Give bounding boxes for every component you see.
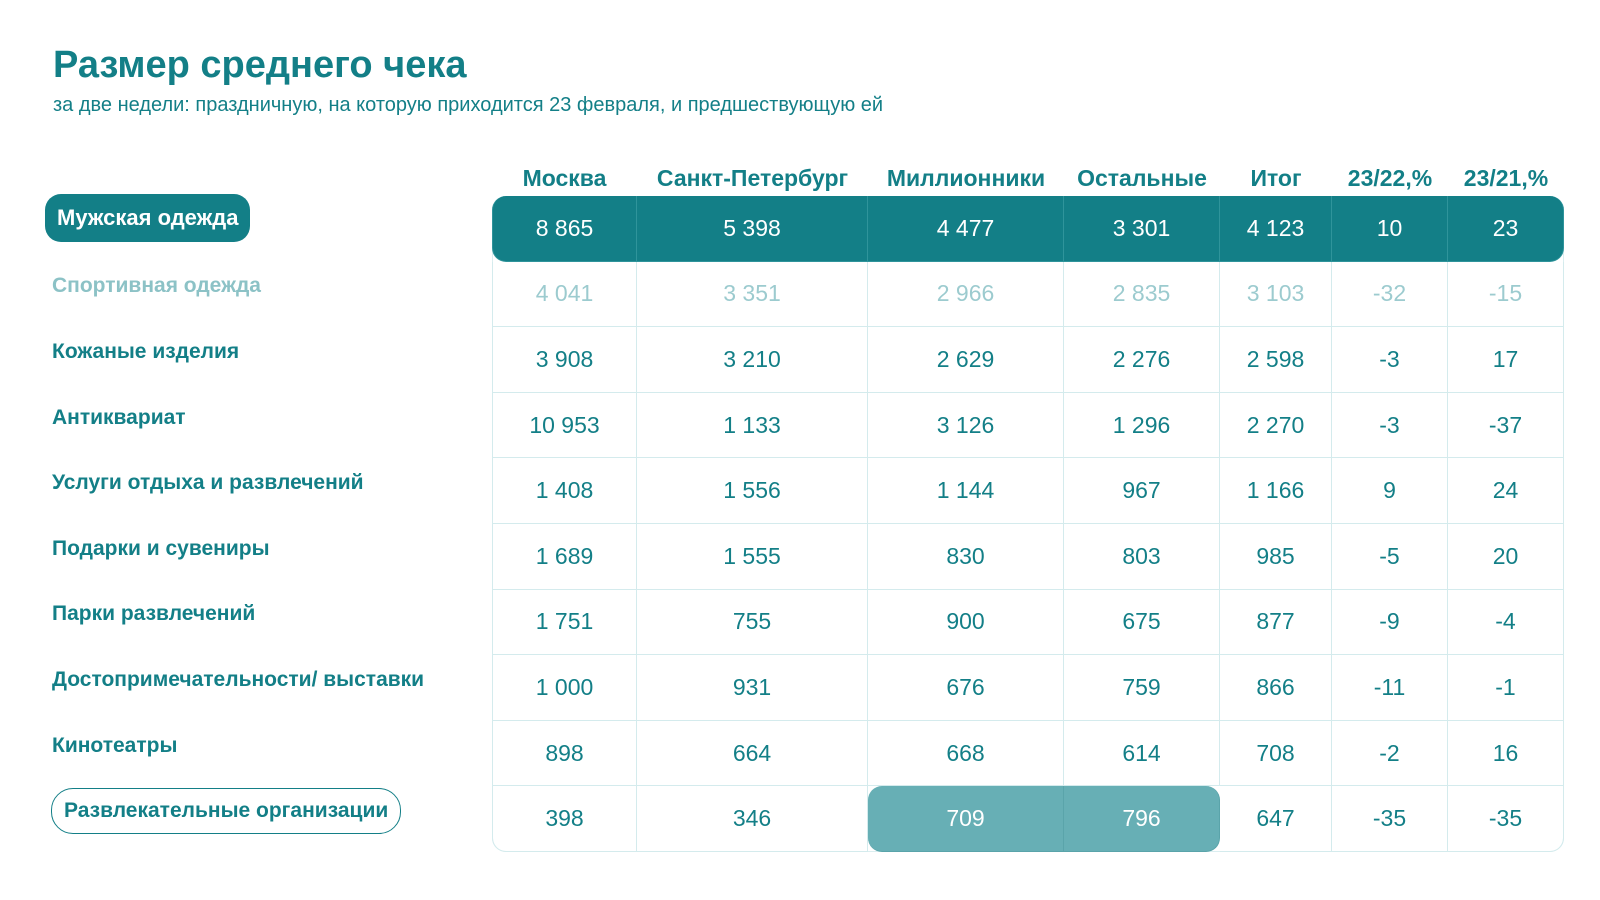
table-cell: 709 xyxy=(868,786,1064,852)
table-cell: 3 908 xyxy=(492,327,637,393)
table-cell: -2 xyxy=(1332,721,1448,787)
row-label: Кинотеатры xyxy=(52,733,178,757)
table-cell: 1 408 xyxy=(492,458,637,524)
table-cell: 675 xyxy=(1064,590,1220,656)
table-cell: 1 166 xyxy=(1220,458,1332,524)
table-cell: 1 689 xyxy=(492,524,637,590)
table-cell: 3 351 xyxy=(637,262,868,328)
row-label: Достопримечательности/ выставки xyxy=(52,668,425,691)
table-cell: 16 xyxy=(1448,721,1564,787)
table-cell: 830 xyxy=(868,524,1064,590)
table-cell: 3 103 xyxy=(1220,262,1332,328)
table-cell: 3 210 xyxy=(637,327,868,393)
table-cell: 755 xyxy=(637,590,868,656)
table-cell: 2 835 xyxy=(1064,262,1220,328)
table-cell: 3 126 xyxy=(868,393,1064,459)
table-cell: 2 276 xyxy=(1064,327,1220,393)
table-cell: 398 xyxy=(492,786,637,852)
table-cell: 985 xyxy=(1220,524,1332,590)
row-label: Подарки и сувениры xyxy=(52,536,270,560)
table-cell: 346 xyxy=(637,786,868,852)
row-label: Развлекательные организации xyxy=(51,788,401,834)
row-label: Парки развлечений xyxy=(52,602,256,626)
table-cell: 1 000 xyxy=(492,655,637,721)
table-cell: -3 xyxy=(1332,327,1448,393)
table-cell: 10 xyxy=(1332,196,1448,262)
column-header: Остальные xyxy=(1077,165,1207,191)
table-cell: 4 123 xyxy=(1220,196,1332,262)
table-cell: 866 xyxy=(1220,655,1332,721)
table-cell: -35 xyxy=(1332,786,1448,852)
column-header: Санкт-Петербург xyxy=(656,165,849,191)
table-cell: -3 xyxy=(1332,393,1448,459)
table-cell: 4 477 xyxy=(868,196,1064,262)
page-title: Размер среднего чека xyxy=(53,44,467,86)
column-header: Итог xyxy=(1250,165,1302,191)
table-cell: 9 xyxy=(1332,458,1448,524)
table-cell: 8 865 xyxy=(492,196,637,262)
row-label: Антиквариат xyxy=(52,405,186,429)
row-label: Кожаные изделия xyxy=(52,340,240,363)
column-header: Миллионники xyxy=(886,165,1046,191)
table-cell: -5 xyxy=(1332,524,1448,590)
table-cell: 967 xyxy=(1064,458,1220,524)
table-cell: 614 xyxy=(1064,721,1220,787)
row-label: Спортивная одежда xyxy=(52,274,261,298)
table-cell: -32 xyxy=(1332,262,1448,328)
row-label: Мужская одежда xyxy=(45,194,250,242)
table-cell: 668 xyxy=(868,721,1064,787)
table-cell: 1 555 xyxy=(637,524,868,590)
table-cell: 1 751 xyxy=(492,590,637,656)
table-cell: 1 296 xyxy=(1064,393,1220,459)
table-cell: 1 133 xyxy=(637,393,868,459)
table-cell: 803 xyxy=(1064,524,1220,590)
table-cell: 931 xyxy=(637,655,868,721)
table-cell: 664 xyxy=(637,721,868,787)
table-cell: 676 xyxy=(868,655,1064,721)
table-cell: -1 xyxy=(1448,655,1564,721)
table-cell: 1 556 xyxy=(637,458,868,524)
table-cell: 23 xyxy=(1448,196,1564,262)
table-cell: -37 xyxy=(1448,393,1564,459)
table-cell: -11 xyxy=(1332,655,1448,721)
column-header: Москва xyxy=(522,165,607,191)
table-cell: 3 301 xyxy=(1064,196,1220,262)
table-cell: 898 xyxy=(492,721,637,787)
table-cell: 877 xyxy=(1220,590,1332,656)
table-cell: 759 xyxy=(1064,655,1220,721)
table-cell: 1 144 xyxy=(868,458,1064,524)
table-cell: 2 966 xyxy=(868,262,1064,328)
table-cell: 4 041 xyxy=(492,262,637,328)
row-label: Услуги отдыха и развлечений xyxy=(52,471,364,495)
page-subtitle: за две недели: праздничную, на которую приходится 23 февраля, и предшествующую ей xyxy=(53,94,884,116)
column-header: 23/22,% xyxy=(1347,165,1433,191)
table-cell: 647 xyxy=(1220,786,1332,852)
table-cell: 24 xyxy=(1448,458,1564,524)
table-cell: -35 xyxy=(1448,786,1564,852)
table-cell: -15 xyxy=(1448,262,1564,328)
table-cell: -9 xyxy=(1332,590,1448,656)
table-cell: 708 xyxy=(1220,721,1332,787)
column-header: 23/21,% xyxy=(1463,165,1549,191)
table-cell: 796 xyxy=(1064,786,1220,852)
table-cell: 2 629 xyxy=(868,327,1064,393)
table-cell: -4 xyxy=(1448,590,1564,656)
table-cell: 2 270 xyxy=(1220,393,1332,459)
table-cell: 2 598 xyxy=(1220,327,1332,393)
table-cell: 20 xyxy=(1448,524,1564,590)
table-cell: 17 xyxy=(1448,327,1564,393)
table-cell: 10 953 xyxy=(492,393,637,459)
table-cell: 5 398 xyxy=(637,196,868,262)
table-cell: 900 xyxy=(868,590,1064,656)
